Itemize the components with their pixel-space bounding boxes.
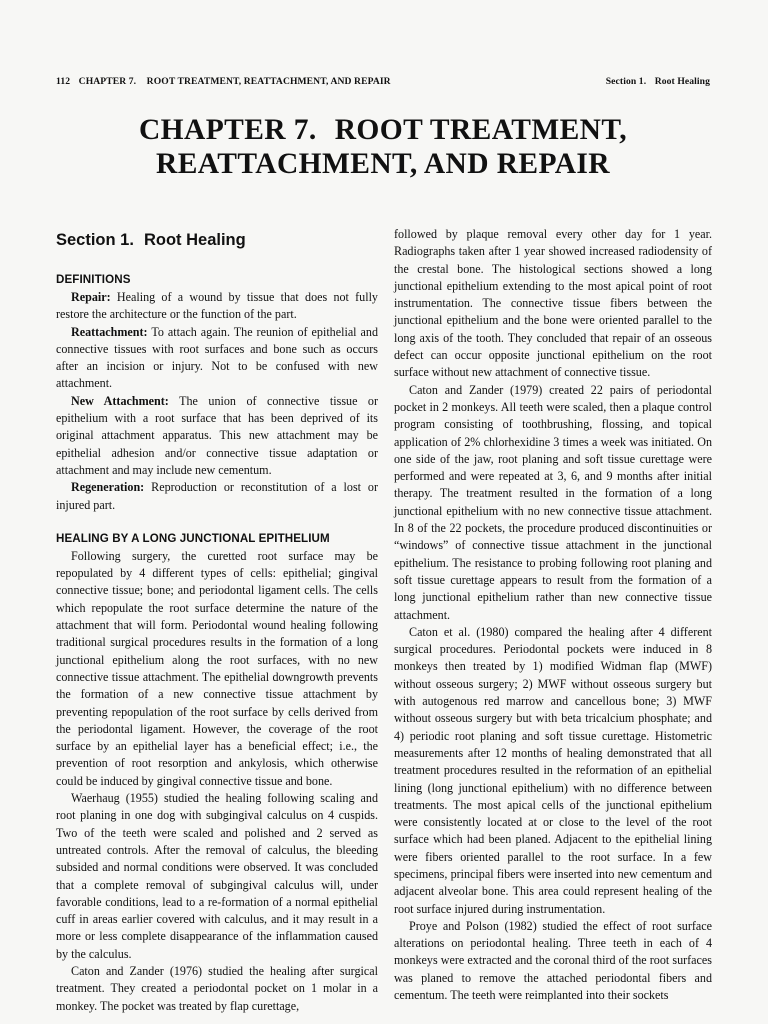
body-paragraph-continued: followed by plaque removal every other day for 1 year. Radiographs taken after 1 year showed increased radiodensity of the crestal bone. The histological sections showed a long junctional epithelium extending to the most apical point of root instrumentation. The connective tissue fibers between the junctional epithelium and the bone were oriented parallel to the long axis of the tooth. They concluded that repair of an osseous defect can occur opposite junctional epithelium on the root surface without new attachment of connective tissue. [394,227,712,380]
definition-new-attachment [56,393,378,479]
running-section-label: Section 1. [605,76,647,87]
right-column [394,226,712,1004]
definition-term: Reattachment: [71,324,148,339]
definition-term: Repair: [71,290,111,304]
definitions-heading: DEFINITIONS [56,273,131,286]
definition-term: Regeneration: [71,480,145,495]
section-number: Section 1. [56,231,134,249]
page-number: 112 [56,76,71,87]
chapter-title [56,113,710,181]
healing-heading: HEALING BY A LONG JUNCTIONAL EPITHELIUM [56,531,330,545]
definition-regeneration [56,479,378,514]
body-paragraph: Following surgery, the curetted root surface may be repopulated by 4 different types of cells: epithelial; gingival connective tissue; bone; and periodontal ligament cells. The cells which repopulate the root surface determine the nature of the attachment that will form. Periodontal wound healing following traditional surgical procedures results in the formation of a long junctional epithelium along the root surfaces, with no new connective tissue attachment. The epithelial downgrowth prevents the formation of a new connective tissue attachment by preventing repopulation of the root surface by cells derived from the periodontal ligament. However, the coverage of the root surface by an epithelial layer has a beneficial effect; i.e., the prevention of root resorption and ankylosis, which otherwise could be induced by gingival connective tissue and bone. [56,548,378,788]
section-name: Root Healing [143,231,246,249]
running-chapter-label: CHAPTER 7. [78,76,137,87]
chapter-title-line1 [56,113,710,147]
body-paragraph: Waerhaug (1955) studied the healing following scaling and root planing in one dog with subgingival calculus on 4 cuspids. Two of the teeth were scaled and polished and 2 served as untreated controls. After the removal of calculus, the bleeding subsided and normal conditions were observed. It was concluded that a complete removal of subgingival calculus will, under favorable conditions, lead to a re-formation of a normal epithelial cuff in areas earlier covered with calculus, and it may result in a more or less complete disappearance of the inflammation caused by the calculus. [56,791,378,961]
body-paragraph: Caton and Zander (1979) created 22 pairs of periodontal pocket in 2 monkeys. All teeth were scaled, then a plaque control program consisting of toothbrushing, flossing, and topical application of 2% chlorhexidine 3 times a week was initiated. On one side of the jaw, root planing and soft tissue curettage were performed and were repeated at 3, 6, and 9 months after initial therapy. The treatment resulted in the formation of a long junctional epithelium with no new connective tissue attachment. In 8 of the 22 pockets, the procedure produced discontinuities or “windows” of connective tissue attachment in the junctional epithelium. The resistance to probing following root planing and soft tissue curettage appears to result from the formation of a long junctional epithelium rather than new connective tissue attachment. [394,382,712,622]
body-paragraph: Proye and Polson (1982) studied the effect of root surface alterations on periodontal healing. Three teeth in each of 4 monkeys were extracted and the coronal third of the root surfaces was planed to remove the attached periodontal fibers and cementum. The teeth were reimplanted into their sockets [394,918,712,1003]
chapter-number: CHAPTER 7. [138,114,317,146]
left-column [56,226,378,1015]
body-paragraph: Caton and Zander (1976) studied the healing after surgical treatment. They created a periodontal pocket on 1 molar in a monkey. The pocket was treated by flap curettage, [56,963,378,1013]
definition-term: New Attachment: [71,393,169,408]
definition-repair [56,289,378,324]
running-header-left [56,76,391,87]
body-paragraph: Caton et al. (1980) compared the healing after 4 different surgical procedures. Periodontal pockets were induced in 8 monkeys then treated by 1) modified Widman flap (MWF) without osseous surgery; 2) MWF without osseous surgery but with autogenous red marrow and cancellous bone; 3) MWF without osseous surgery but with beta tricalcium phosphate; and 4) periodic root planing and soft tissue curettage. Histometric measurements after 12 months of healing demonstrated that all treatment procedures resulted in the reformation of an epithelial lining (long junctional epithelium) with no difference between treatments. The most apical cells of the junctional epithelium were consistently located at or close to the level of the root surface which had been planed. Adjacent to the epithelial lining were fibers oriented parallel to the root surface. In a few specimens, principal fibers were inserted into new cementum and adjacent alveolar bone. This area could represent healing of the root surface injured during instrumentation. [394,624,712,916]
definition-text: The union of connective tissue or epithelium with a root surface that has been deprived of its original attachment apparatus. This new attachment may be epithelial adhesion and/or connective tissue adaptation or attachment and may include new cementum. [56,393,379,477]
chapter-title-text1: ROOT TREATMENT, [334,114,628,146]
running-chapter-title: ROOT TREATMENT, REATTACHMENT, AND REPAIR [146,76,391,87]
running-header-right [606,76,710,87]
definition-reattachment [56,324,378,393]
running-section-name: Root Healing [654,76,710,87]
definition-text: Reproduction or reconstitution of a lost or injured part. [56,480,378,512]
section-heading [56,229,378,251]
chapter-title-line2: REATTACHMENT, AND REPAIR [155,148,611,180]
running-header [56,76,710,92]
definition-text: To attach again. The reunion of epithelial and connective tissues with root surfaces and bone such as occurs after an incision or injury. Not to be confused with new attachment. [56,324,378,391]
definition-text: Healing of a wound by tissue that does not fully restore the architecture or the function of the part. [56,290,378,322]
